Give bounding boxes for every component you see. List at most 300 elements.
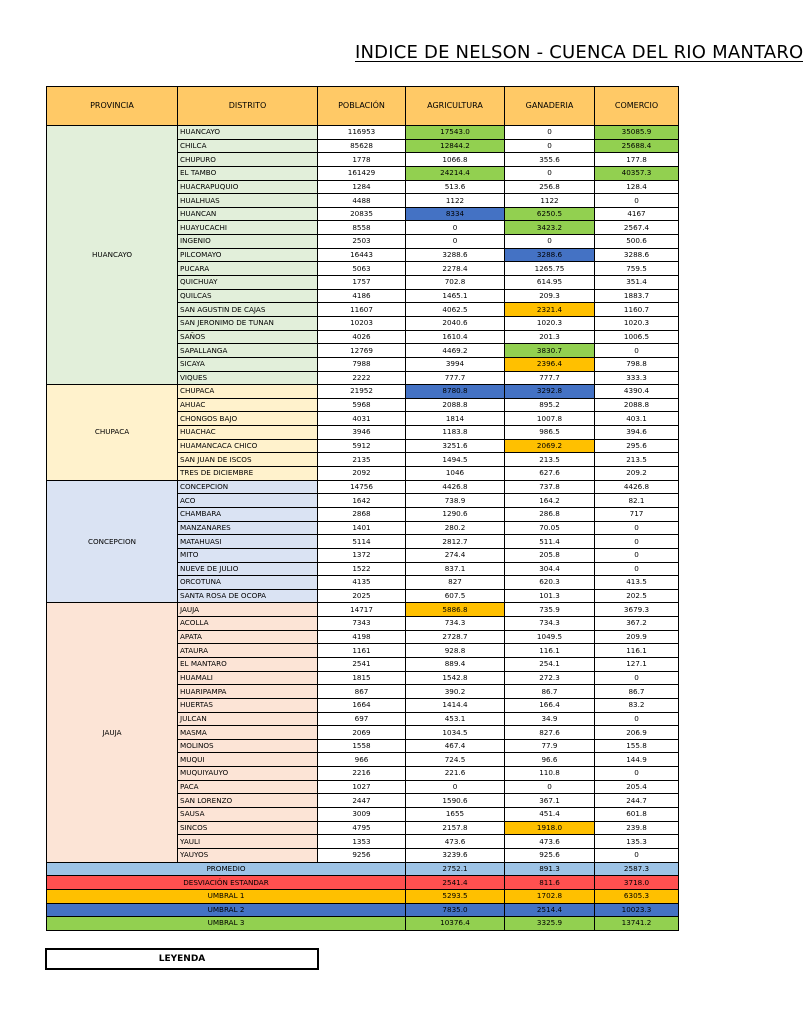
- district-cell: ATAURA: [178, 644, 318, 658]
- district-cell: MUQUIYAUYO: [178, 767, 318, 781]
- province-cell: JAUJA: [47, 603, 178, 862]
- summary-row: [47, 903, 679, 917]
- agricultura-cell: 607.5: [406, 589, 505, 603]
- poblacion-cell: 12769: [318, 344, 406, 358]
- district-cell: PUCARA: [178, 262, 318, 276]
- district-cell: PACA: [178, 780, 318, 794]
- agricultura-cell: 4062.5: [406, 303, 505, 317]
- header-distrito: DISTRITO: [178, 87, 318, 126]
- ganaderia-cell: 1918.0: [505, 821, 595, 835]
- agricultura-cell: 777.7: [406, 371, 505, 385]
- district-cell: YAUYOS: [178, 848, 318, 862]
- agricultura-cell: 0: [406, 780, 505, 794]
- district-cell: YAULI: [178, 835, 318, 849]
- poblacion-cell: 2541: [318, 657, 406, 671]
- agricultura-cell: 3994: [406, 357, 505, 371]
- district-cell: HUACRAPUQUIO: [178, 180, 318, 194]
- comercio-cell: 0: [595, 548, 679, 562]
- district-cell: INGENIO: [178, 235, 318, 249]
- ganaderia-cell: 777.7: [505, 371, 595, 385]
- poblacion-cell: 5063: [318, 262, 406, 276]
- comercio-cell: 2567.4: [595, 221, 679, 235]
- poblacion-cell: 8558: [318, 221, 406, 235]
- agricultura-cell: 1494.5: [406, 453, 505, 467]
- ganaderia-cell: 1049.5: [505, 630, 595, 644]
- agricultura-cell: 274.4: [406, 548, 505, 562]
- comercio-cell: 144.9: [595, 753, 679, 767]
- poblacion-cell: 2135: [318, 453, 406, 467]
- district-cell: JULCAN: [178, 712, 318, 726]
- comercio-cell: 333.3: [595, 371, 679, 385]
- summary-agricultura: 2752.1: [406, 862, 505, 876]
- district-cell: CHUPURO: [178, 153, 318, 167]
- district-cell: SAN AGUSTIN DE CAJAS: [178, 303, 318, 317]
- ganaderia-cell: 473.6: [505, 835, 595, 849]
- comercio-cell: 0: [595, 194, 679, 208]
- district-cell: ORCOTUNA: [178, 576, 318, 590]
- poblacion-cell: 966: [318, 753, 406, 767]
- agricultura-cell: 0: [406, 235, 505, 249]
- comercio-cell: 394.6: [595, 426, 679, 440]
- province-cell: CONCEPCION: [47, 480, 178, 603]
- agricultura-cell: 467.4: [406, 739, 505, 753]
- poblacion-cell: 1778: [318, 153, 406, 167]
- table-row: [47, 480, 679, 494]
- ganaderia-cell: 2069.2: [505, 439, 595, 453]
- poblacion-cell: 697: [318, 712, 406, 726]
- district-cell: TRES DE DICIEMBRE: [178, 467, 318, 481]
- comercio-cell: 244.7: [595, 794, 679, 808]
- agricultura-cell: 8334: [406, 207, 505, 221]
- district-cell: SANTA ROSA DE OCOPA: [178, 589, 318, 603]
- comercio-cell: 209.9: [595, 630, 679, 644]
- ganaderia-cell: 1122: [505, 194, 595, 208]
- district-cell: SAPALLANGA: [178, 344, 318, 358]
- ganaderia-cell: 164.2: [505, 494, 595, 508]
- district-cell: HUAYUCACHI: [178, 221, 318, 235]
- district-cell: CHAMBARA: [178, 507, 318, 521]
- header-row: [47, 87, 679, 126]
- agricultura-cell: 1814: [406, 412, 505, 426]
- ganaderia-cell: 2396.4: [505, 357, 595, 371]
- district-cell: SAN JERONIMO DE TUNAN: [178, 316, 318, 330]
- comercio-cell: 295.6: [595, 439, 679, 453]
- comercio-cell: 40357.3: [595, 166, 679, 180]
- ganaderia-cell: 0: [505, 126, 595, 140]
- agricultura-cell: 1610.4: [406, 330, 505, 344]
- poblacion-cell: 14717: [318, 603, 406, 617]
- poblacion-cell: 4795: [318, 821, 406, 835]
- district-cell: CONCEPCION: [178, 480, 318, 494]
- summary-label: UMBRAL 1: [47, 889, 406, 903]
- ganaderia-cell: 737.8: [505, 480, 595, 494]
- comercio-cell: 0: [595, 848, 679, 862]
- comercio-cell: 1160.7: [595, 303, 679, 317]
- agricultura-cell: 3251.6: [406, 439, 505, 453]
- district-cell: CHUPACA: [178, 385, 318, 399]
- ganaderia-cell: 925.6: [505, 848, 595, 862]
- summary-agricultura: 10376.4: [406, 917, 505, 931]
- agricultura-cell: 734.3: [406, 617, 505, 631]
- district-cell: MOLINOS: [178, 739, 318, 753]
- comercio-cell: 0: [595, 344, 679, 358]
- district-cell: SINCOS: [178, 821, 318, 835]
- table-row: [47, 126, 679, 140]
- comercio-cell: 128.4: [595, 180, 679, 194]
- agricultura-cell: 1183.8: [406, 426, 505, 440]
- agricultura-cell: 8780.8: [406, 385, 505, 399]
- agricultura-cell: 0: [406, 221, 505, 235]
- ganaderia-cell: 209.3: [505, 289, 595, 303]
- poblacion-cell: 1284: [318, 180, 406, 194]
- poblacion-cell: 20835: [318, 207, 406, 221]
- ganaderia-cell: 254.1: [505, 657, 595, 671]
- agricultura-cell: 2278.4: [406, 262, 505, 276]
- agricultura-cell: 738.9: [406, 494, 505, 508]
- summary-label: DESVIACIÓN ESTANDAR: [47, 876, 406, 890]
- comercio-cell: 601.8: [595, 808, 679, 822]
- district-cell: HUACHAC: [178, 426, 318, 440]
- poblacion-cell: 1664: [318, 698, 406, 712]
- header-provincia: PROVINCIA: [47, 87, 178, 126]
- poblacion-cell: 10203: [318, 316, 406, 330]
- poblacion-cell: 4488: [318, 194, 406, 208]
- district-cell: JAUJA: [178, 603, 318, 617]
- summary-ganaderia: 3325.9: [505, 917, 595, 931]
- agricultura-cell: 12844.2: [406, 139, 505, 153]
- district-cell: HUERTAS: [178, 698, 318, 712]
- comercio-cell: 202.5: [595, 589, 679, 603]
- ganaderia-cell: 166.4: [505, 698, 595, 712]
- ganaderia-cell: 2321.4: [505, 303, 595, 317]
- summary-row: [47, 876, 679, 890]
- district-cell: HUANCAYO: [178, 126, 318, 140]
- poblacion-cell: 7343: [318, 617, 406, 631]
- district-cell: AHUAC: [178, 398, 318, 412]
- ganaderia-cell: 3423.2: [505, 221, 595, 235]
- agricultura-cell: 390.2: [406, 685, 505, 699]
- ganaderia-cell: 511.4: [505, 535, 595, 549]
- ganaderia-cell: 6250.5: [505, 207, 595, 221]
- agricultura-cell: 702.8: [406, 276, 505, 290]
- comercio-cell: 177.8: [595, 153, 679, 167]
- district-cell: MATAHUASI: [178, 535, 318, 549]
- district-cell: ACO: [178, 494, 318, 508]
- district-cell: SAN LORENZO: [178, 794, 318, 808]
- comercio-cell: 0: [595, 671, 679, 685]
- district-cell: NUEVE DE JULIO: [178, 562, 318, 576]
- poblacion-cell: 5114: [318, 535, 406, 549]
- ganaderia-cell: 620.3: [505, 576, 595, 590]
- agricultura-cell: 2040.6: [406, 316, 505, 330]
- agricultura-cell: 17543.0: [406, 126, 505, 140]
- poblacion-cell: 1642: [318, 494, 406, 508]
- agricultura-cell: 889.4: [406, 657, 505, 671]
- comercio-cell: 0: [595, 521, 679, 535]
- ganaderia-cell: 272.3: [505, 671, 595, 685]
- district-cell: MANZANARES: [178, 521, 318, 535]
- district-cell: EL MANTARO: [178, 657, 318, 671]
- ganaderia-cell: 1020.3: [505, 316, 595, 330]
- summary-comercio: 2587.3: [595, 862, 679, 876]
- comercio-cell: 500.6: [595, 235, 679, 249]
- summary-label: PROMEDIO: [47, 862, 406, 876]
- comercio-cell: 35085.9: [595, 126, 679, 140]
- district-cell: ACOLLA: [178, 617, 318, 631]
- agricultura-cell: 2812.7: [406, 535, 505, 549]
- summary-comercio: 3718.0: [595, 876, 679, 890]
- poblacion-cell: 2503: [318, 235, 406, 249]
- agricultura-cell: 1046: [406, 467, 505, 481]
- table-body: [47, 126, 679, 931]
- agricultura-cell: 280.2: [406, 521, 505, 535]
- poblacion-cell: 2868: [318, 507, 406, 521]
- district-cell: QUILCAS: [178, 289, 318, 303]
- poblacion-cell: 1027: [318, 780, 406, 794]
- district-cell: HUARIPAMPA: [178, 685, 318, 699]
- ganaderia-cell: 1265.75: [505, 262, 595, 276]
- comercio-cell: 1020.3: [595, 316, 679, 330]
- poblacion-cell: 2092: [318, 467, 406, 481]
- page-title: INDICE DE NELSON - CUENCA DEL RIO MANTARO: [355, 42, 803, 63]
- poblacion-cell: 1353: [318, 835, 406, 849]
- poblacion-cell: 3946: [318, 426, 406, 440]
- ganaderia-cell: 895.2: [505, 398, 595, 412]
- comercio-cell: 135.3: [595, 835, 679, 849]
- district-cell: EL TAMBO: [178, 166, 318, 180]
- district-cell: HUAMANCACA CHICO: [178, 439, 318, 453]
- summary-ganaderia: 2514.4: [505, 903, 595, 917]
- comercio-cell: 2088.8: [595, 398, 679, 412]
- summary-comercio: 13741.2: [595, 917, 679, 931]
- poblacion-cell: 85628: [318, 139, 406, 153]
- ganaderia-cell: 734.3: [505, 617, 595, 631]
- poblacion-cell: 4198: [318, 630, 406, 644]
- district-cell: PILCOMAYO: [178, 248, 318, 262]
- agricultura-cell: 1122: [406, 194, 505, 208]
- ganaderia-cell: 451.4: [505, 808, 595, 822]
- poblacion-cell: 4031: [318, 412, 406, 426]
- agricultura-cell: 4426.8: [406, 480, 505, 494]
- agricultura-cell: 5886.8: [406, 603, 505, 617]
- ganaderia-cell: 77.9: [505, 739, 595, 753]
- ganaderia-cell: 101.3: [505, 589, 595, 603]
- district-cell: MASMA: [178, 726, 318, 740]
- district-cell: HUANCAN: [178, 207, 318, 221]
- comercio-cell: 367.2: [595, 617, 679, 631]
- poblacion-cell: 5912: [318, 439, 406, 453]
- agricultura-cell: 837.1: [406, 562, 505, 576]
- comercio-cell: 351.4: [595, 276, 679, 290]
- comercio-cell: 205.4: [595, 780, 679, 794]
- agricultura-cell: 1034.5: [406, 726, 505, 740]
- agricultura-cell: 1414.4: [406, 698, 505, 712]
- ganaderia-cell: 256.8: [505, 180, 595, 194]
- summary-agricultura: 2541.4: [406, 876, 505, 890]
- district-cell: HUALHUAS: [178, 194, 318, 208]
- summary-ganaderia: 1702.8: [505, 889, 595, 903]
- summary-ganaderia: 811.6: [505, 876, 595, 890]
- ganaderia-cell: 201.3: [505, 330, 595, 344]
- ganaderia-cell: 213.5: [505, 453, 595, 467]
- ganaderia-cell: 96.6: [505, 753, 595, 767]
- ganaderia-cell: 3830.7: [505, 344, 595, 358]
- district-cell: SAUSA: [178, 808, 318, 822]
- district-cell: HUAMALI: [178, 671, 318, 685]
- district-cell: APATA: [178, 630, 318, 644]
- poblacion-cell: 14756: [318, 480, 406, 494]
- table-row: [47, 603, 679, 617]
- ganaderia-cell: 827.6: [505, 726, 595, 740]
- header-agricultura: AGRICULTURA: [406, 87, 505, 126]
- poblacion-cell: 1161: [318, 644, 406, 658]
- agricultura-cell: 1465.1: [406, 289, 505, 303]
- poblacion-cell: 5968: [318, 398, 406, 412]
- ganaderia-cell: 367.1: [505, 794, 595, 808]
- agricultura-cell: 2728.7: [406, 630, 505, 644]
- poblacion-cell: 11607: [318, 303, 406, 317]
- comercio-cell: 86.7: [595, 685, 679, 699]
- summary-row: [47, 889, 679, 903]
- comercio-cell: 213.5: [595, 453, 679, 467]
- poblacion-cell: 7988: [318, 357, 406, 371]
- summary-row: [47, 862, 679, 876]
- poblacion-cell: 1815: [318, 671, 406, 685]
- ganaderia-cell: 70.05: [505, 521, 595, 535]
- agricultura-cell: 473.6: [406, 835, 505, 849]
- poblacion-cell: 4186: [318, 289, 406, 303]
- agricultura-cell: 4469.2: [406, 344, 505, 358]
- comercio-cell: 1006.5: [595, 330, 679, 344]
- ganaderia-cell: 614.95: [505, 276, 595, 290]
- comercio-cell: 759.5: [595, 262, 679, 276]
- district-cell: MUQUI: [178, 753, 318, 767]
- ganaderia-cell: 110.8: [505, 767, 595, 781]
- district-cell: VIQUES: [178, 371, 318, 385]
- ganaderia-cell: 627.6: [505, 467, 595, 481]
- comercio-cell: 83.2: [595, 698, 679, 712]
- comercio-cell: 403.1: [595, 412, 679, 426]
- summary-label: UMBRAL 2: [47, 903, 406, 917]
- ganaderia-cell: 86.7: [505, 685, 595, 699]
- comercio-cell: 209.2: [595, 467, 679, 481]
- poblacion-cell: 867: [318, 685, 406, 699]
- ganaderia-cell: 3292.8: [505, 385, 595, 399]
- ganaderia-cell: 34.9: [505, 712, 595, 726]
- header-ganaderia: GANADERIA: [505, 87, 595, 126]
- ganaderia-cell: 986.5: [505, 426, 595, 440]
- summary-agricultura: 5293.5: [406, 889, 505, 903]
- poblacion-cell: 161429: [318, 166, 406, 180]
- poblacion-cell: 2216: [318, 767, 406, 781]
- comercio-cell: 0: [595, 767, 679, 781]
- poblacion-cell: 2025: [318, 589, 406, 603]
- ganaderia-cell: 735.9: [505, 603, 595, 617]
- poblacion-cell: 16443: [318, 248, 406, 262]
- agricultura-cell: 2157.8: [406, 821, 505, 835]
- comercio-cell: 0: [595, 562, 679, 576]
- district-cell: SICAYA: [178, 357, 318, 371]
- summary-comercio: 6305.3: [595, 889, 679, 903]
- header-comercio: COMERCIO: [595, 87, 679, 126]
- comercio-cell: 82.1: [595, 494, 679, 508]
- poblacion-cell: 2447: [318, 794, 406, 808]
- province-cell: CHUPACA: [47, 385, 178, 480]
- ganaderia-cell: 116.1: [505, 644, 595, 658]
- poblacion-cell: 1522: [318, 562, 406, 576]
- agricultura-cell: 1066.8: [406, 153, 505, 167]
- agricultura-cell: 2088.8: [406, 398, 505, 412]
- agricultura-cell: 1542.8: [406, 671, 505, 685]
- poblacion-cell: 1401: [318, 521, 406, 535]
- summary-ganaderia: 891.3: [505, 862, 595, 876]
- comercio-cell: 25688.4: [595, 139, 679, 153]
- nelson-index-table: [46, 86, 679, 931]
- poblacion-cell: 21952: [318, 385, 406, 399]
- district-cell: CHONGOS BAJO: [178, 412, 318, 426]
- poblacion-cell: 1558: [318, 739, 406, 753]
- comercio-cell: 3288.6: [595, 248, 679, 262]
- agricultura-cell: 221.6: [406, 767, 505, 781]
- comercio-cell: 717: [595, 507, 679, 521]
- table-row: [47, 385, 679, 399]
- agricultura-cell: 453.1: [406, 712, 505, 726]
- poblacion-cell: 1372: [318, 548, 406, 562]
- agricultura-cell: 24214.4: [406, 166, 505, 180]
- header-poblacion: POBLACIÓN: [318, 87, 406, 126]
- summary-row: [47, 917, 679, 931]
- comercio-cell: 239.8: [595, 821, 679, 835]
- agricultura-cell: 513.6: [406, 180, 505, 194]
- agricultura-cell: 3239.6: [406, 848, 505, 862]
- agricultura-cell: 928.8: [406, 644, 505, 658]
- legend-box: LEYENDA: [45, 948, 319, 970]
- agricultura-cell: 1290.6: [406, 507, 505, 521]
- agricultura-cell: 827: [406, 576, 505, 590]
- comercio-cell: 155.8: [595, 739, 679, 753]
- poblacion-cell: 9256: [318, 848, 406, 862]
- comercio-cell: 116.1: [595, 644, 679, 658]
- comercio-cell: 0: [595, 535, 679, 549]
- ganaderia-cell: 0: [505, 780, 595, 794]
- district-cell: CHILCA: [178, 139, 318, 153]
- poblacion-cell: 4026: [318, 330, 406, 344]
- ganaderia-cell: 0: [505, 235, 595, 249]
- poblacion-cell: 4135: [318, 576, 406, 590]
- agricultura-cell: 1655: [406, 808, 505, 822]
- district-cell: SAÑOS: [178, 330, 318, 344]
- comercio-cell: 4390.4: [595, 385, 679, 399]
- ganaderia-cell: 286.8: [505, 507, 595, 521]
- comercio-cell: 413.5: [595, 576, 679, 590]
- ganaderia-cell: 0: [505, 166, 595, 180]
- poblacion-cell: 3009: [318, 808, 406, 822]
- district-cell: QUICHUAY: [178, 276, 318, 290]
- comercio-cell: 206.9: [595, 726, 679, 740]
- poblacion-cell: 2069: [318, 726, 406, 740]
- district-cell: MITO: [178, 548, 318, 562]
- poblacion-cell: 116953: [318, 126, 406, 140]
- comercio-cell: 4426.8: [595, 480, 679, 494]
- ganaderia-cell: 3288.6: [505, 248, 595, 262]
- poblacion-cell: 1757: [318, 276, 406, 290]
- district-cell: SAN JUAN DE ISCOS: [178, 453, 318, 467]
- ganaderia-cell: 304.4: [505, 562, 595, 576]
- comercio-cell: 798.8: [595, 357, 679, 371]
- ganaderia-cell: 355.6: [505, 153, 595, 167]
- summary-label: UMBRAL 3: [47, 917, 406, 931]
- ganaderia-cell: 0: [505, 139, 595, 153]
